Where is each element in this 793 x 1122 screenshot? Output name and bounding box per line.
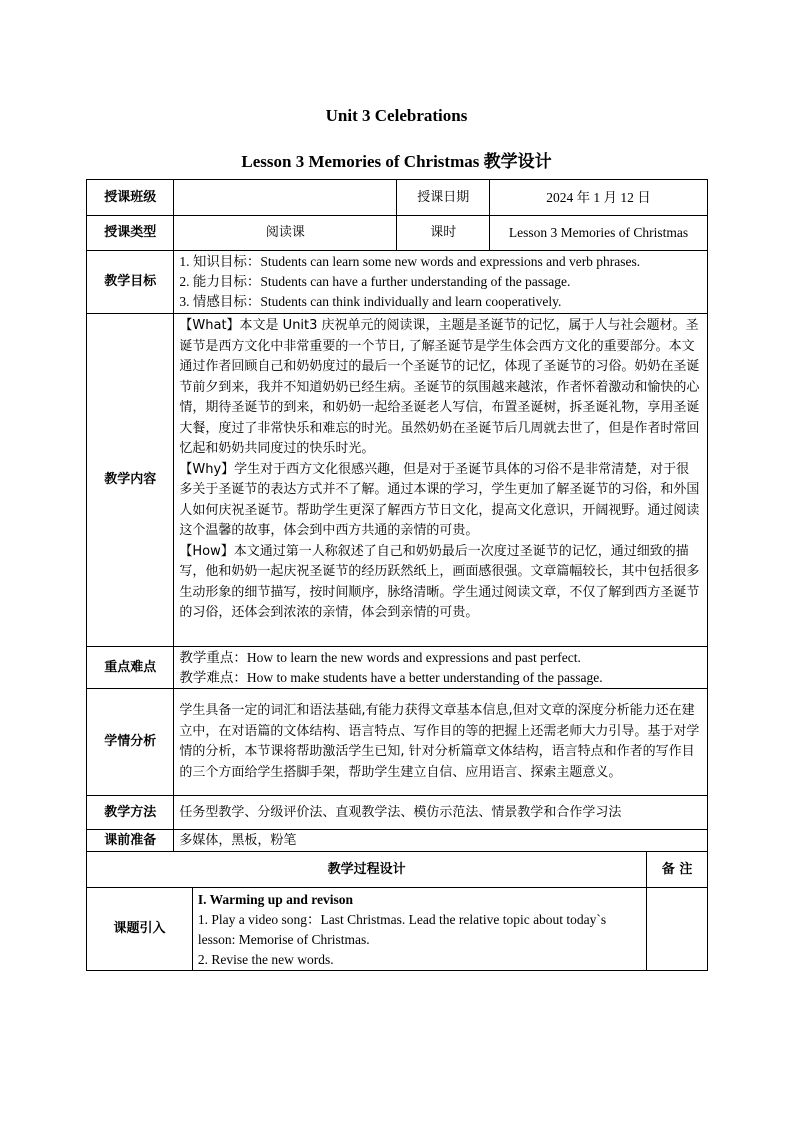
row-keypoints (87, 647, 708, 689)
period-label: 课时 (397, 216, 490, 251)
row-methods (87, 796, 708, 830)
objective-item: 1. 知识目标：Students can learn some new words and expressions and verb phrases. (179, 254, 641, 269)
document-subtitle: Lesson 3 Memories of Christmas 教学设计 (241, 152, 552, 171)
row-analysis (87, 689, 708, 796)
objectives-label: 教学目标 (87, 251, 174, 314)
content-why: 【Why】学生对于西方文化很感兴趣，但是对于圣诞节具体的习俗不是非常清楚，对于很多关于圣诞节的表达方式并不了解。通过本课的学习，学生更加了解圣诞节的习俗，和外国人如何庆祝圣诞节。帮助学生更深了解西方节日文化，提高文化意识，开阔视野。通过阅读这个温馨的故事，体会到中西方共通的亲情的可贵。 (179, 461, 700, 538)
date-value: 2024 年 1 月 12 日 (490, 180, 708, 216)
notes-header: 备 注 (647, 852, 708, 888)
intro-step: 1. Play a video song：Last Christmas. Lead the relative topic about today`s lesson: Memorise of Christmas. (197, 912, 607, 947)
row-objectives (87, 251, 708, 314)
content-cell (174, 314, 708, 647)
content-what: 【What】本文是 Unit3 庆祝单元的阅读课，主题是圣诞节的记忆，属于人与社会题材。圣诞节是西方文化中非常重要的一个节日, 了解圣诞节是学生体会西方文化的重要部分。本文通过作者回顾自己和奶奶度过的最后一个圣诞节的记忆，体现了圣诞节的习俗。奶奶在圣诞节前夕到来，我并不知道奶奶已经生病。圣诞节的氛围越来越浓，作者怀着激动和愉快的心情，期待圣诞节的到来，和奶奶一起给圣诞老人写信，布置圣诞树，拆圣诞礼物，享用圣诞大餐，度过了非常快乐和难忘的时光。虽然奶奶在圣诞节后几周就去世了，但是作者时常回忆起和奶奶共同度过的快乐时光。 (179, 318, 700, 456)
document-title: Unit 3 Celebrations (325, 106, 468, 125)
keypoints-label: 重点难点 (87, 647, 174, 689)
lesson-plan-table (86, 179, 708, 971)
objective-item: 2. 能力目标：Students can have a further understanding of the passage. (179, 274, 571, 289)
intro-step: 2. Revise the new words. (197, 952, 334, 967)
preparation-label: 课前准备 (87, 830, 174, 852)
methods-text: 任务型教学、分级评价法、直观教学法、模仿示范法、情景教学和合作学习法 (174, 796, 708, 830)
notes-cell (647, 888, 708, 971)
content-label: 教学内容 (87, 314, 174, 647)
class-label: 授课班级 (87, 180, 174, 216)
keypoint-item: 教学难点：How to make students have a better understanding of the passage. (179, 669, 603, 685)
intro-label: 课题引入 (87, 888, 193, 971)
class-value (174, 180, 397, 216)
process-header: 教学过程设计 (87, 852, 647, 888)
section-title: I. Warming up and revison (197, 892, 354, 907)
analysis-label: 学情分析 (87, 689, 174, 796)
row-class-date (87, 180, 708, 216)
analysis-text: 学生具备一定的词汇和语法基础,有能力获得文章基本信息,但对文章的深度分析能力还在建立中，在对语篇的文体结构、语言特点、写作目的等的把握上还需老师大力引导。基于对学情的分析，本节课将帮助激活学生已知, 针对分析篇章文体结构，语言特点和作者的写作目的三个方面给学生搭脚手架，帮助学生建立自信、应用语言、探索主题意义。 (179, 703, 700, 780)
objective-item: 3. 情感目标：Students can think individually and learn cooperatively. (179, 294, 562, 309)
row-type-period (87, 216, 708, 251)
row-content (87, 314, 708, 647)
preparation-text: 多媒体，黑板，粉笔 (174, 830, 708, 852)
date-label: 授课日期 (397, 180, 490, 216)
type-label: 授课类型 (87, 216, 174, 251)
row-process-header (87, 852, 708, 888)
keypoints-cell (174, 647, 708, 689)
objectives-cell (174, 251, 708, 314)
content-how: 【How】本文通过第一人称叙述了自己和奶奶最后一次度过圣诞节的记忆，通过细致的描写，他和奶奶一起庆祝圣诞节的经历跃然纸上，画面感很强。文章篇幅较长，其中包括很多生动形象的细节描写，按时间顺序，脉络清晰。学生通过阅读文章，不仅了解到西方圣诞节的习俗，还体会到浓浓的亲情，体会到亲情的可贵。 (179, 543, 700, 620)
row-preparation (87, 830, 708, 852)
type-value: 阅读课 (174, 216, 397, 251)
keypoint-item: 教学重点：How to learn the new words and expressions and past perfect. (179, 649, 581, 665)
methods-label: 教学方法 (87, 796, 174, 830)
analysis-cell (174, 689, 708, 796)
period-value: Lesson 3 Memories of Christmas (490, 216, 708, 251)
intro-cell (192, 888, 646, 971)
row-intro (87, 888, 708, 971)
